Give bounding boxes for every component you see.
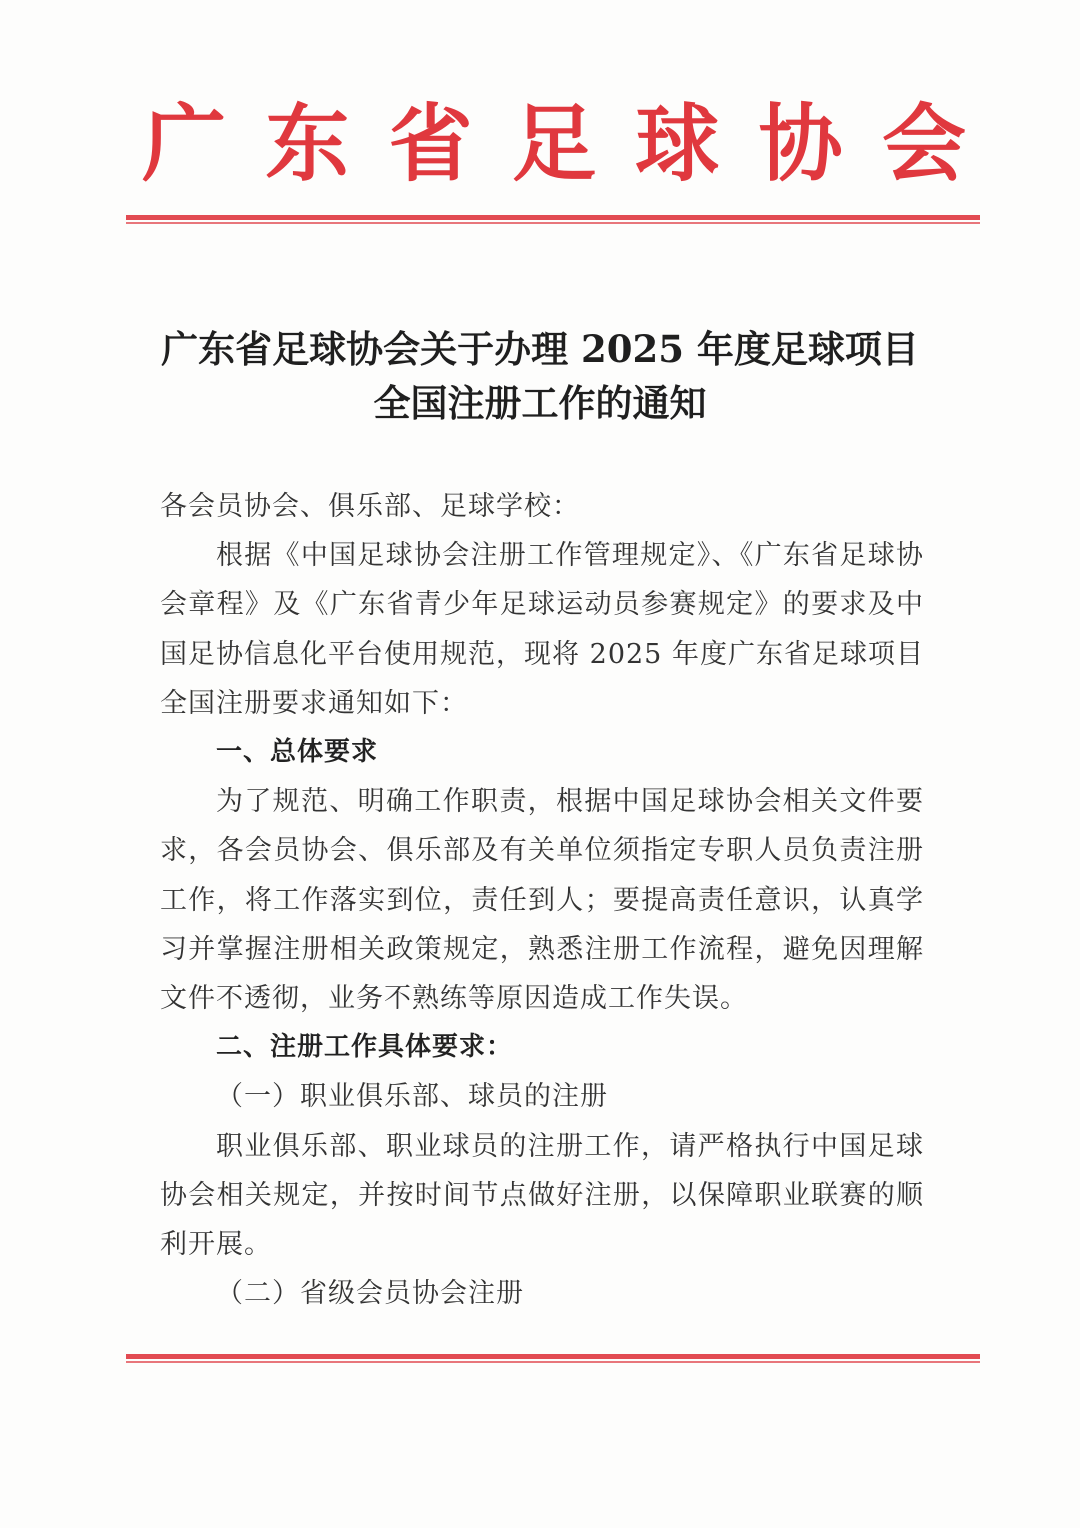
letterhead-title	[128, 82, 980, 192]
section-heading-specific: 二、注册工作具体要求：	[216, 1032, 514, 1063]
divider-thick-line	[126, 1354, 980, 1359]
divider-thick-line	[126, 215, 980, 220]
letterhead-char: 广	[141, 93, 226, 193]
letterhead-char: 省	[388, 93, 473, 193]
intro-paragraph: 根据《中国足球协会注册工作管理规定》、《广东省足球协会章程》及《广东省青少年足球运动员参赛规定》的要求及中国足协信息化平台使用规范，现将 2025 年度广东省足球项目全国注册要求通知如下：	[160, 540, 924, 719]
notice-title-line2: 全国注册工作的通知	[373, 381, 707, 425]
page-divider-bottom	[126, 1354, 980, 1364]
letterhead-char: 会	[881, 93, 966, 193]
subsection-heading-professional: （一）职业俱乐部、球员的注册	[216, 1081, 608, 1113]
divider-thin-line	[126, 1361, 980, 1363]
salutation: 各会员协会、俱乐部、足球学校：	[160, 491, 580, 522]
general-requirements-paragraph: 为了规范、明确工作职责，根据中国足球协会相关文件要求，各会员协会、俱乐部及有关单位须指定专职人员负责注册工作，将工作落实到位，责任到人；要提高责任意识，认真学习并掌握注册相关政策规定，熟悉注册工作流程，避免因理解文件不透彻，业务不熟练等原因造成工作失误。	[160, 786, 924, 1015]
professional-registration-paragraph: 职业俱乐部、职业球员的注册工作，请严格执行中国足球协会相关规定，并按时间节点做好注册，以保障职业联赛的顺利开展。	[160, 1130, 924, 1261]
section-heading-general: 一、总体要求	[216, 737, 379, 768]
letterhead-char: 球	[635, 93, 720, 193]
letterhead-char: 东	[265, 93, 350, 193]
subsection-heading-provincial: （二）省级会员协会注册	[216, 1278, 524, 1310]
divider-thin-line	[126, 222, 980, 224]
letterhead-divider-top	[126, 215, 980, 225]
letterhead-char: 协	[758, 93, 843, 193]
notice-title-line1: 广东省足球协会关于办理 2025 年度足球项目	[161, 327, 919, 371]
letterhead-char: 足	[511, 93, 596, 193]
notice-body	[160, 482, 924, 1318]
notice-title	[140, 322, 940, 430]
